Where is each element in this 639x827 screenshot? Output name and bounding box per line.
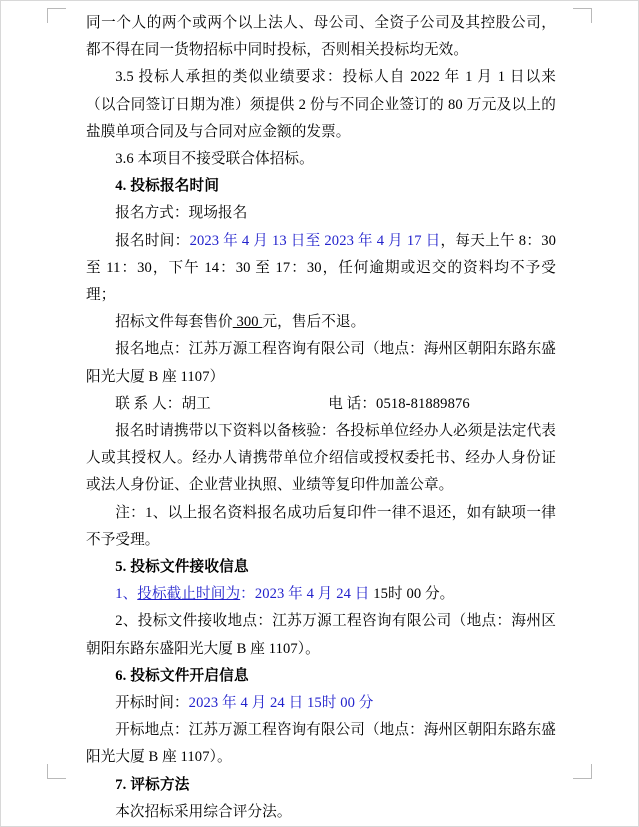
heading-7-evaluation-method: 7. 评标方法 — [115, 776, 190, 793]
paragraph-registration-materials: 报名时请携带以下资料以备核验：各投标单位经办人必须是法定代表人或其授权人。经办人请携带单位介绍信或授权委托书、经办人身份证或法人身份证、企业营业执照、业绩等复印件加盖公章。 — [86, 423, 557, 494]
paragraph-opening-time — [86, 690, 556, 717]
bid-deadline-time: 15时 00 分。 — [369, 586, 455, 603]
document-price-label: 招标文件每套售价 — [115, 314, 233, 331]
paragraph-3-5-similar-performance: 3.5 投标人承担的类似业绩要求：投标人自 2022 年 1 月 1 日以来（以合同签订日期为准）须提供 2 份与不同企业签订的 80 万元及以上的盐膜单项合同及与合同对应金额的发票。 — [86, 69, 556, 140]
page-corner-mark-bottom-right — [573, 764, 592, 779]
paragraph-evaluation-method: 本次招标采用综合评分法。 — [115, 803, 292, 820]
heading-6-bid-opening: 6. 投标文件开启信息 — [115, 667, 249, 684]
paragraph-document-price — [86, 309, 556, 336]
paragraph-note-1: 注：1、以上报名资料报名成功后复印件一律不退还，如有缺项一律不予受理。 — [86, 504, 556, 548]
paragraph-contact — [86, 391, 556, 418]
paragraph-joint-bid-restriction: 同一个人的两个或两个以上法人、母公司、全资子公司及其控股公司，都不得在同一货物招标中同时投标，否则相关投标均无效。 — [86, 15, 556, 59]
bid-deadline-index: 1、 — [115, 586, 138, 603]
registration-time-detail: ，每天上午 8：30 至 11：30，下午 14：30 至 17：30，任何逾期或迟交的资料均不予受理； — [86, 232, 556, 304]
paragraph-opening-place: 开标地点：江苏万源工程咨询有限公司（地点：海州区朝阳东路东盛阳光大厦 B 座 1107）。 — [86, 722, 557, 766]
registration-time-label: 报名时间： — [115, 232, 190, 249]
page-corner-mark-bottom-left — [47, 764, 66, 779]
contact-gap — [211, 391, 328, 418]
contact-person: 联 系 人：胡工 — [115, 395, 211, 412]
opening-time-label: 开标时间： — [115, 695, 189, 712]
registration-time-value: 2023 年 4 月 13 日至 2023 年 4 月 17 日 — [189, 232, 441, 249]
heading-4-registration-time: 4. 投标报名时间 — [115, 178, 220, 195]
paragraph-registration-method: 报名方式：现场报名 — [115, 205, 248, 222]
paragraph-registration-time — [86, 228, 556, 310]
document-price-suffix: 元，售后不退。 — [262, 314, 366, 331]
page-corner-mark-top-right — [573, 8, 592, 23]
bid-deadline-label: 投标截止时间为 — [137, 586, 241, 603]
paragraph-3-6-no-consortium: 3.6 本项目不接受联合体招标。 — [115, 151, 314, 168]
page-corner-mark-top-left — [47, 8, 66, 23]
heading-5-bid-receipt: 5. 投标文件接收信息 — [115, 559, 249, 576]
document-body — [86, 10, 556, 826]
contact-phone: 电 话：0518-81889876 — [328, 395, 470, 412]
paragraph-bid-deadline — [86, 581, 556, 608]
bid-deadline-colon: ： — [240, 586, 255, 603]
paragraph-registration-place: 报名地点：江苏万源工程咨询有限公司（地点：海州区朝阳东路东盛阳光大厦 B 座 1107） — [86, 341, 557, 385]
opening-time-value: 2023 年 4 月 24 日 15时 00 分 — [188, 695, 374, 712]
paragraph-bid-receipt-place: 2、投标文件接收地点：江苏万源工程咨询有限公司（地点：海州区朝阳东路东盛阳光大厦 B 座 1107）。 — [86, 613, 556, 657]
bid-deadline-date: 2023 年 4 月 24 日 — [254, 586, 370, 603]
document-price-value: 300 — [232, 314, 263, 331]
